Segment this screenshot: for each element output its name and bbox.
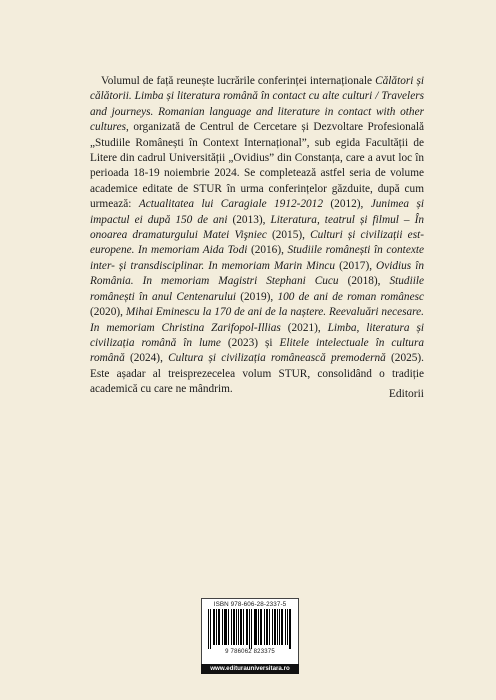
barcode-bar [287,609,288,645]
volume-title: 100 de ani de roman românesc [277,290,425,303]
barcode-bar [224,609,225,645]
volume-title: Cultura și civilizația românească premodernă [168,352,386,365]
isbn-label: ISBN 978-606-28-2337-5 [213,601,287,608]
barcode-bar [247,609,248,645]
barcode-bar [210,609,211,649]
volume-title: Mihai Eminescu la 170 de ani de la naștere. Reevaluări necesare. In memoriam Christina Zarifopol-Illias [90,306,424,334]
barcode-bar [234,609,235,645]
publisher-url: www.editurauniversitara.ro [201,664,299,674]
barcode-bar [258,609,259,645]
volume-title: Literatura, teatrul și filmul – În onoarea dramaturgului Matei Vişniec [90,213,425,242]
barcode-bar [208,609,209,649]
barcode-digits: 9 786062 823375 [225,649,275,655]
volume-title: Studiile românești în anul Centenarului [90,275,425,303]
barcode-bar [226,609,227,645]
barcode-bar [264,609,265,645]
volume-title: Culturi și civilizații est-europene. In memoriam Aida Todi [90,229,424,257]
barcode-bar [285,609,286,645]
volume-title: Studiile românești în contexte inter- și transdisciplinar. In memoriam Marin Mincu [90,244,425,272]
barcode-bar [289,609,290,649]
volume-title: Limba, literatura și civilizația română în lume [90,321,424,349]
volume-title: Junimea și impactul ei după 150 de ani [90,198,424,226]
barcode-bar [277,609,278,645]
signature: Editorii [388,388,424,400]
barcode-bar [233,609,234,645]
barcode-bar [243,609,244,645]
barcode-bar [218,609,219,645]
barcode-bar [228,609,229,645]
barcode-bar [274,609,275,645]
barcode-bar [260,609,261,645]
barcode-bar [267,609,268,645]
barcode-bar [256,609,257,645]
volume-title: Elitele intelectuale în cultura română [90,336,424,365]
barcode-bar [269,609,270,645]
barcode-bar [231,609,232,645]
barcode-bars [208,609,292,649]
barcode-bar [254,609,255,645]
barcode-bar [238,609,239,645]
barcode-bar [272,609,273,645]
barcode-bar [240,609,241,645]
barcode-bar [236,609,237,645]
barcode-bar [290,609,291,649]
barcode-bar [275,609,276,645]
barcode-bar [246,609,247,645]
volume-title: Actualitatea lui Caragiale 1912-2012 [138,198,323,211]
barcode-bar [219,609,220,645]
barcode-bar [279,609,280,645]
body-paragraph: Volumul de față reunește lucrările conferinței internaționale Călători și călătorii. Limba și literatura română în contact cu alte culturi / Travelers and journeys. Romanian language and literature in contact with other cultures, organizată de Centrul de Cercetare și Dezvoltare Profesională „Studiile Românești în Context Internațional”, sub egida Facultății de Litere din cadrul Universității „Ovidius” din Constanța, care a avut loc în perioada 18-19 noiembrie 2024. Se completează astfel seria de volume academice editate de STUR în urma conferințelor găzduite, după cum urmează: Actualitatea lui Caragiale 1912-2012 (2012), Junimea și impactul ei după 150 de ani (2013), Literatura, teatrul și filmul – În onoarea dramaturgului Matei Vişniec (2015), Culturi și civilizații est-europene. In memoriam Aida Todi (2016), Studiile românești în contexte inter- și transdisciplinar. In memoriam Marin Mincu (2017), Ovidius în România. In memoriam Magistri Stephani Cucu (2018), Studiile românești în anul Centenarului (2019), 100 de ani de roman românesc (2020), Mihai Eminescu la 170 de ani de la naștere. Reevaluări necesare. In memoriam Christina Zarifopol-Illias (2021), Limba, literatura și civilizația română în lume (2023) și Elitele intelectuale în cultura română (2024), Cultura și civilizația românească premodernă (2025). Este așadar al treisprezecelea volum STUR, consolidând o tradiție academică cu care ne mândrim. [90,75,425,396]
barcode-bar [222,609,223,645]
barcode-bar [214,609,215,645]
barcode-bar [251,609,252,649]
barcode-bar [282,609,283,645]
barcode-bar [213,609,214,645]
barcode-bar [261,609,262,645]
barcode-bar [255,609,256,645]
barcode-bar [216,609,217,645]
barcode-bar [281,609,282,645]
barcode-bar [249,609,250,649]
barcode-bar [225,609,226,645]
volume-title: Ovidius în România. In memoriam Magistri Stephani Cucu [90,259,424,288]
barcode [201,598,299,665]
back-cover-text [90,74,424,398]
barcode-bar [266,609,267,645]
barcode-bar [241,609,242,645]
